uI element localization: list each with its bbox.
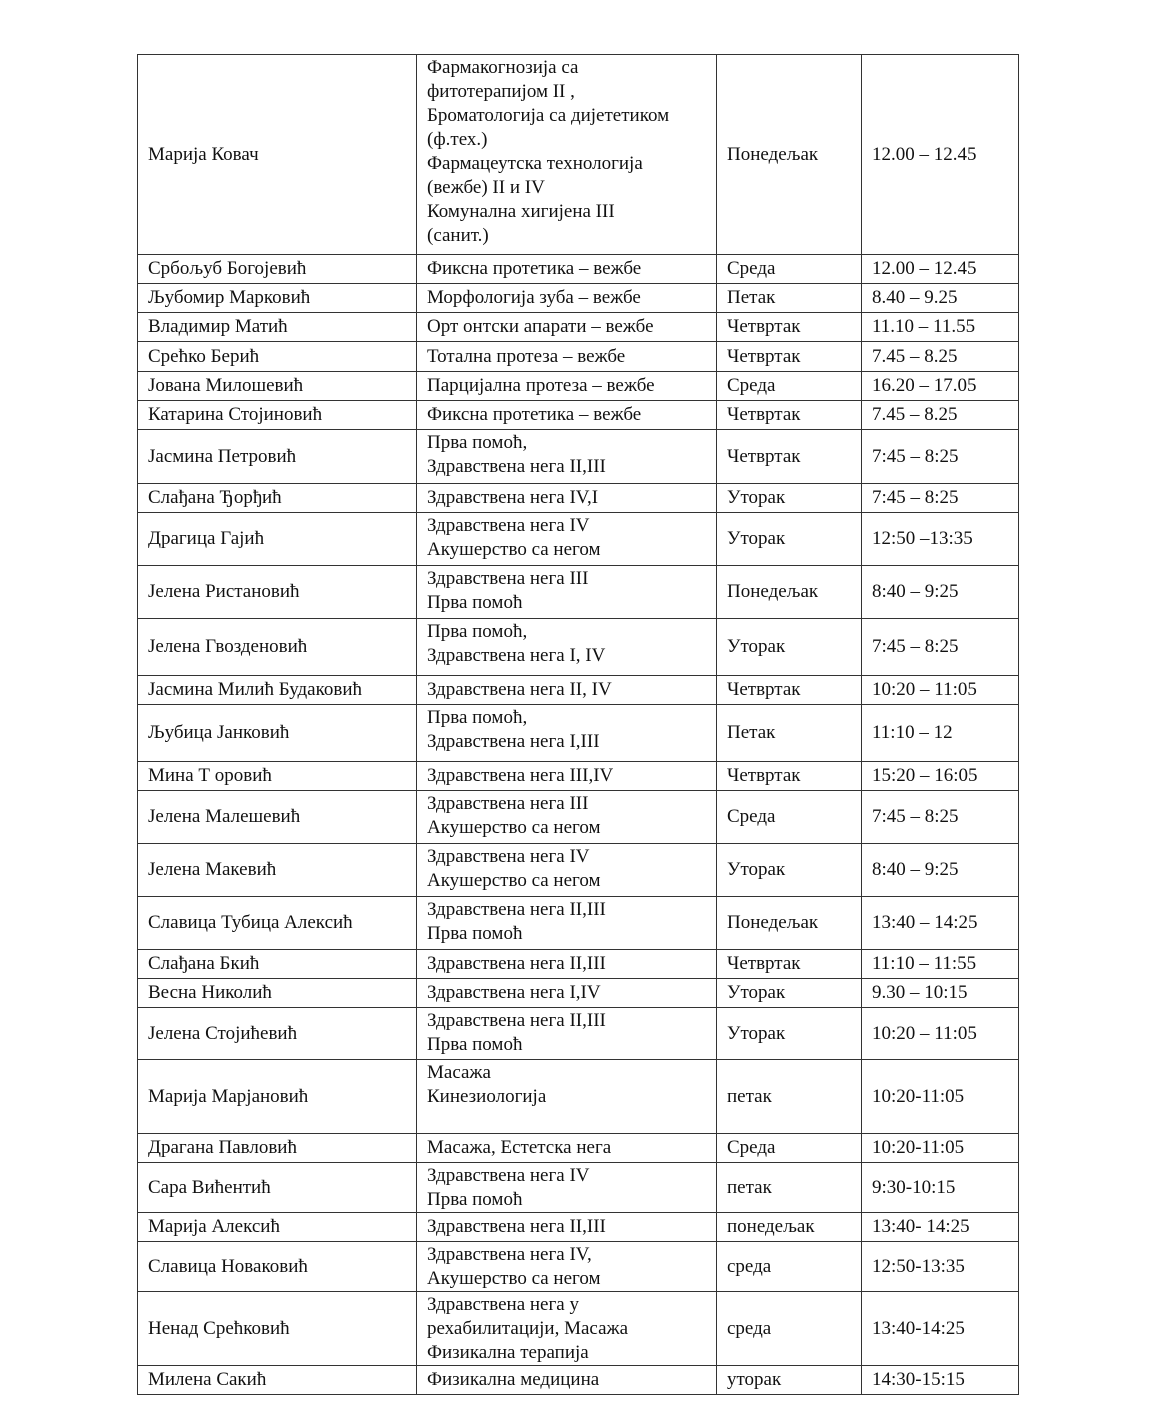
- subjects-cell: [417, 979, 717, 1008]
- subject-line: Акушерство са негом: [427, 1268, 601, 1289]
- subject-line: Прва помоћ: [427, 1034, 523, 1055]
- subject-line: Акушерство са негом: [427, 870, 601, 891]
- consultation-schedule-table: [137, 54, 1019, 1395]
- teacher-cell: Јелена Макевић: [138, 844, 417, 897]
- table-row: [138, 1366, 1019, 1395]
- teacher-cell: Срећко Берић: [138, 342, 417, 372]
- subjects-cell: [417, 1292, 717, 1366]
- subject-line: Фармакогнозија са: [427, 57, 579, 78]
- day-cell: Четвртак: [717, 762, 862, 791]
- subjects-cell: [417, 844, 717, 897]
- day-cell: Уторак: [717, 979, 862, 1008]
- time-cell: 11.10 – 11.55: [862, 313, 1019, 342]
- subject-line: Броматологија са дијететиком: [427, 105, 670, 126]
- table-row: [138, 284, 1019, 313]
- day-cell: Среда: [717, 791, 862, 844]
- day-cell: Четвртак: [717, 342, 862, 372]
- subjects-cell: [417, 55, 717, 255]
- day-cell: Петак: [717, 705, 862, 762]
- subject-line: Здравствена нега II,III: [427, 1216, 606, 1237]
- schedule-body: [138, 55, 1019, 1395]
- time-cell: 13:40- 14:25: [862, 1213, 1019, 1242]
- table-row: [138, 676, 1019, 705]
- subject-line: (вежбе) II и IV: [427, 177, 545, 198]
- table-row: [138, 255, 1019, 284]
- subjects-cell: [417, 619, 717, 676]
- subject-line: фитотерапијом II ,: [427, 81, 575, 102]
- subject-line: Фармацеутска технологија: [427, 153, 643, 174]
- subjects-cell: [417, 566, 717, 619]
- teacher-cell: Јасмина Милић Будаковић: [138, 676, 417, 705]
- day-cell: Уторак: [717, 844, 862, 897]
- subjects-cell: [417, 897, 717, 950]
- teacher-cell: Славица Новаковић: [138, 1242, 417, 1292]
- subject-line: Прва помоћ,: [427, 432, 528, 453]
- subjects-cell: [417, 284, 717, 313]
- time-cell: 9:30-10:15: [862, 1163, 1019, 1213]
- day-cell: Четвртак: [717, 950, 862, 979]
- day-cell: Среда: [717, 255, 862, 284]
- teacher-cell: Љубица Јанковић: [138, 705, 417, 762]
- table-row: [138, 705, 1019, 762]
- subjects-cell: [417, 705, 717, 762]
- table-row: [138, 897, 1019, 950]
- day-cell: уторак: [717, 1366, 862, 1395]
- subjects-cell: [417, 676, 717, 705]
- day-cell: понедељак: [717, 1213, 862, 1242]
- day-cell: Среда: [717, 1134, 862, 1163]
- teacher-cell: Владимир Матић: [138, 313, 417, 342]
- table-row: [138, 950, 1019, 979]
- teacher-cell: Слађана Ђорђић: [138, 484, 417, 513]
- table-row: [138, 1242, 1019, 1292]
- day-cell: среда: [717, 1242, 862, 1292]
- day-cell: Четвртак: [717, 430, 862, 484]
- time-cell: 12.00 – 12.45: [862, 55, 1019, 255]
- time-cell: 12.00 – 12.45: [862, 255, 1019, 284]
- table-row: [138, 430, 1019, 484]
- table-row: [138, 372, 1019, 401]
- subject-line: Акушерство са негом: [427, 817, 601, 838]
- subject-line: Здравствена нега IV: [427, 515, 590, 536]
- time-cell: 8.40 – 9.25: [862, 284, 1019, 313]
- table-row: [138, 313, 1019, 342]
- time-cell: 10:20 – 11:05: [862, 1008, 1019, 1060]
- teacher-cell: Јасмина Петровић: [138, 430, 417, 484]
- subject-line: Фиксна протетика – вежбе: [427, 404, 642, 425]
- subjects-cell: [417, 1163, 717, 1213]
- time-cell: 9.30 – 10:15: [862, 979, 1019, 1008]
- table-row: [138, 791, 1019, 844]
- time-cell: 8:40 – 9:25: [862, 844, 1019, 897]
- subjects-cell: [417, 401, 717, 430]
- subject-line: Масажа: [427, 1062, 491, 1083]
- subjects-cell: [417, 1213, 717, 1242]
- teacher-cell: Јелена Стојићевић: [138, 1008, 417, 1060]
- subject-line: Здравствена нега III,IV: [427, 765, 614, 786]
- subject-line: Прва помоћ: [427, 923, 523, 944]
- subject-line: Прва помоћ: [427, 592, 523, 613]
- teacher-cell: Славица Тубица Алексић: [138, 897, 417, 950]
- subjects-cell: [417, 430, 717, 484]
- table-row: [138, 513, 1019, 566]
- subjects-cell: [417, 1242, 717, 1292]
- table-row: [138, 566, 1019, 619]
- subjects-cell: [417, 342, 717, 372]
- time-cell: 7.45 – 8.25: [862, 401, 1019, 430]
- subject-line: Прва помоћ,: [427, 707, 528, 728]
- subject-line: Здравствена нега IV: [427, 1165, 590, 1186]
- subjects-cell: [417, 313, 717, 342]
- table-row: [138, 844, 1019, 897]
- time-cell: 7:45 – 8:25: [862, 484, 1019, 513]
- day-cell: петак: [717, 1163, 862, 1213]
- subject-line: Прва помоћ: [427, 1189, 523, 1210]
- time-cell: 10:20-11:05: [862, 1134, 1019, 1163]
- day-cell: Уторак: [717, 484, 862, 513]
- time-cell: 10:20-11:05: [862, 1060, 1019, 1134]
- teacher-cell: Слађана Бкић: [138, 950, 417, 979]
- time-cell: 7:45 – 8:25: [862, 791, 1019, 844]
- subjects-cell: [417, 762, 717, 791]
- teacher-cell: Љубомир Марковић: [138, 284, 417, 313]
- subjects-cell: [417, 1134, 717, 1163]
- subject-line: Тотална протеза – вежбе: [427, 345, 626, 367]
- subjects-cell: [417, 255, 717, 284]
- teacher-cell: Марија Алексић: [138, 1213, 417, 1242]
- day-cell: Петак: [717, 284, 862, 313]
- subject-line: Здравствена нега II,III: [427, 1010, 606, 1031]
- teacher-cell: Милена Сакић: [138, 1366, 417, 1395]
- teacher-cell: Сара Вићентић: [138, 1163, 417, 1213]
- day-cell: Четвртак: [717, 313, 862, 342]
- table-row: [138, 401, 1019, 430]
- teacher-cell: Весна Николић: [138, 979, 417, 1008]
- day-cell: Уторак: [717, 619, 862, 676]
- day-cell: Уторак: [717, 1008, 862, 1060]
- subject-line: Здравствена нега II,III: [427, 456, 606, 477]
- teacher-cell: Јелена Ристановић: [138, 566, 417, 619]
- subject-line: Комунална хигијена III: [427, 201, 615, 222]
- time-cell: 12:50 –13:35: [862, 513, 1019, 566]
- day-cell: Среда: [717, 372, 862, 401]
- subjects-cell: [417, 791, 717, 844]
- table-row: [138, 1213, 1019, 1242]
- subject-line: (ф.тех.): [427, 129, 488, 150]
- time-cell: 7.45 – 8.25: [862, 342, 1019, 372]
- subjects-cell: [417, 513, 717, 566]
- day-cell: Уторак: [717, 513, 862, 566]
- day-cell: петак: [717, 1060, 862, 1134]
- subjects-cell: [417, 1060, 717, 1134]
- teacher-cell: Србољуб Богојевић: [138, 255, 417, 284]
- subject-line: Здравствена нега II,III: [427, 899, 606, 920]
- table-row: [138, 1060, 1019, 1134]
- time-cell: 8:40 – 9:25: [862, 566, 1019, 619]
- subject-line: Здравствена нега I,III: [427, 731, 600, 752]
- subject-line: Здравствена нега III: [427, 793, 589, 814]
- subject-line: Здравствена нега у: [427, 1294, 579, 1315]
- subject-line: Прва помоћ,: [427, 621, 528, 642]
- subject-line: Здравствена нега I, IV: [427, 645, 606, 666]
- time-cell: 14:30-15:15: [862, 1366, 1019, 1395]
- table-row: [138, 1292, 1019, 1366]
- teacher-cell: Драгица Гајић: [138, 513, 417, 566]
- day-cell: Понедељак: [717, 566, 862, 619]
- subject-line: (санит.): [427, 225, 489, 246]
- subjects-cell: [417, 372, 717, 401]
- subjects-cell: [417, 1008, 717, 1060]
- subject-line: Орт онтски апарати – вежбе: [427, 316, 654, 337]
- subjects-cell: [417, 950, 717, 979]
- time-cell: 12:50-13:35: [862, 1242, 1019, 1292]
- table-row: [138, 342, 1019, 372]
- subject-line: рехабилитацији, Масажа: [427, 1318, 629, 1339]
- day-cell: среда: [717, 1292, 862, 1366]
- subject-line: Здравствена нега III: [427, 568, 589, 589]
- teacher-cell: Катарина Стојиновић: [138, 401, 417, 430]
- time-cell: 10:20 – 11:05: [862, 676, 1019, 705]
- subject-line: Здравствена нега I,IV: [427, 982, 601, 1003]
- teacher-cell: Јована Милошевић: [138, 372, 417, 401]
- subject-line: Здравствена нега II, IV: [427, 679, 612, 700]
- teacher-cell: Мина Т оровић: [138, 762, 417, 791]
- table-row: [138, 979, 1019, 1008]
- subjects-cell: [417, 1366, 717, 1395]
- table-row: [138, 55, 1019, 255]
- table-row: [138, 1163, 1019, 1213]
- time-cell: 7:45 – 8:25: [862, 430, 1019, 484]
- time-cell: 11:10 – 12: [862, 705, 1019, 762]
- teacher-cell: Јелена Гвозденовић: [138, 619, 417, 676]
- teacher-cell: Марија Марјановић: [138, 1060, 417, 1134]
- time-cell: 13:40 – 14:25: [862, 897, 1019, 950]
- teacher-cell: Марија Ковач: [138, 55, 417, 255]
- teacher-cell: Драгана Павловић: [138, 1134, 417, 1163]
- day-cell: Понедељак: [717, 55, 862, 255]
- subject-line: Парцијална протеза – вежбе: [427, 375, 655, 396]
- subject-line: Физикална медицина: [427, 1369, 600, 1390]
- table-row: [138, 619, 1019, 676]
- subject-line: Кинезиологија: [427, 1086, 547, 1107]
- subject-line: Масажа, Естетска нега: [427, 1137, 612, 1158]
- time-cell: 15:20 – 16:05: [862, 762, 1019, 791]
- subject-line: Морфологија зуба – вежбе: [427, 287, 641, 308]
- teacher-cell: Јелена Малешевић: [138, 791, 417, 844]
- subject-line: Здравствена нега IV: [427, 846, 590, 867]
- teacher-cell: Ненад Срећковић: [138, 1292, 417, 1366]
- time-cell: 11:10 – 11:55: [862, 950, 1019, 979]
- subject-line: Здравствена нега IV,: [427, 1244, 592, 1265]
- table-row: [138, 1134, 1019, 1163]
- table-row: [138, 484, 1019, 513]
- subject-line: Здравствена нега IV,I: [427, 487, 599, 508]
- day-cell: Понедељак: [717, 897, 862, 950]
- subject-line: Фиксна протетика – вежбе: [427, 258, 642, 279]
- time-cell: 16.20 – 17.05: [862, 372, 1019, 401]
- subjects-cell: [417, 484, 717, 513]
- subject-line: Акушерство са негом: [427, 539, 601, 560]
- subject-line: Физикална терапија: [427, 1342, 589, 1363]
- time-cell: 7:45 – 8:25: [862, 619, 1019, 676]
- table-row: [138, 762, 1019, 791]
- table-row: [138, 1008, 1019, 1060]
- time-cell: 13:40-14:25: [862, 1292, 1019, 1366]
- subject-line: Здравствена нега II,III: [427, 953, 606, 974]
- day-cell: Четвртак: [717, 676, 862, 705]
- day-cell: Четвртак: [717, 401, 862, 430]
